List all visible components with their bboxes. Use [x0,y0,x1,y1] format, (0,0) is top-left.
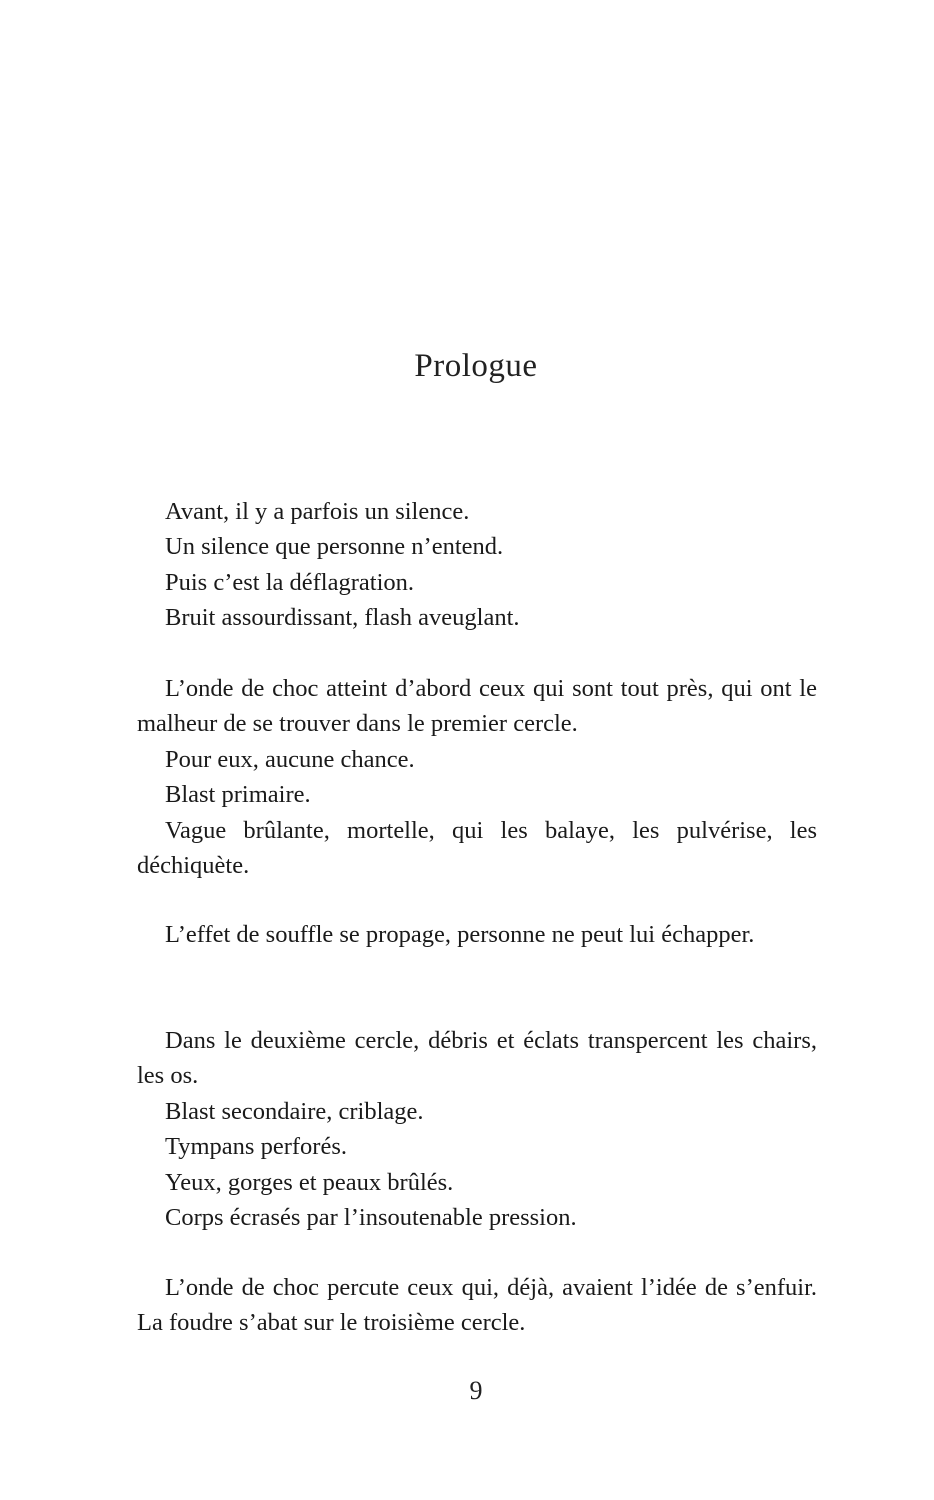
text-line: Un silence que personne n’entend. [165,533,504,561]
text-line: L’effet de souffle se propage, personne ne peut lui échapper. [165,921,755,948]
paragraph-block [137,917,817,952]
page-number: 9 [469,1376,483,1405]
text-line: Avant, il y a parfois un silence. [165,498,470,525]
text-line: Corps écrasés par l’insoutenable pression. [165,1204,577,1232]
text-line: L’onde de choc atteint d’abord ceux qui sont tout près, qui ont le malheur de se trouver dans le premier cercle. [137,675,817,738]
paragraph-block [137,1023,817,1235]
text-line: Blast primaire. [165,781,311,809]
text-line: L’onde de choc percute ceux qui, déjà, avaient l’idée de s’enfuir. La foudre s’abat sur le troisième cercle. [137,1274,817,1337]
text-line: Bruit assourdissant, flash aveuglant. [165,604,520,632]
paragraph-block [137,494,817,636]
text-line: Dans le deuxième cercle, débris et éclats transpercent les chairs, les os. [137,1027,817,1090]
text-line: Vague brûlante, mortelle, qui les balaye, les pulvérise, les déchiquète. [137,816,817,880]
text-line: Pour eux, aucune chance. [165,745,415,773]
paragraph-block [137,1270,817,1341]
text-line: Puis c’est la déflagration. [165,568,415,596]
paragraph-block [137,671,817,883]
text-line: Blast secondaire, criblage. [165,1097,424,1125]
chapter-title: Prologue [414,348,538,384]
text-line: Tympans perforés. [165,1133,347,1161]
text-line: Yeux, gorges et peaux brûlés. [165,1168,454,1196]
